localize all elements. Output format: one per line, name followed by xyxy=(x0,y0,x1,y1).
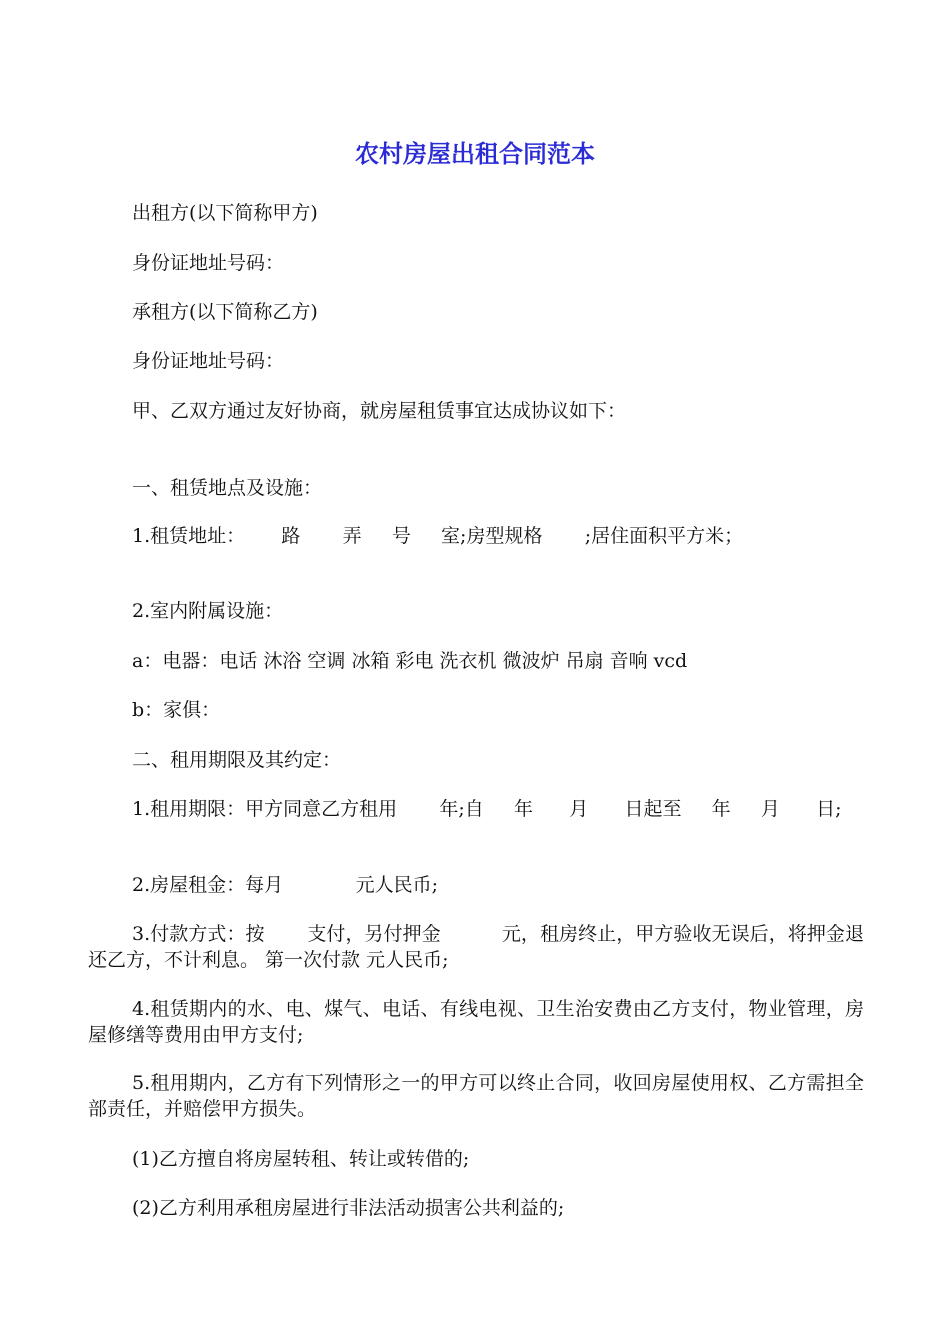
paragraph-furniture xyxy=(88,697,864,723)
paragraph-rent xyxy=(88,872,864,898)
paragraph-illegal-use xyxy=(88,1195,864,1221)
paragraph-rental-term xyxy=(88,796,864,822)
paragraph-text: 2.房屋租金：每月 元人民币; xyxy=(132,874,439,896)
paragraph-agreement xyxy=(88,398,864,424)
paragraph-text: 1.租用期限：甲方同意乙方租用 年;自 年 月 日起至 年 月 日; xyxy=(132,798,842,820)
paragraph-text: b：家俱： xyxy=(132,699,221,721)
paragraph-text: 身份证地址号码： xyxy=(132,252,285,274)
paragraph-text: a：电器：电话 沐浴 空调 冰箱 彩电 洗衣机 微波炉 吊扇 音响 vcd xyxy=(132,650,688,672)
paragraph-payment xyxy=(88,921,864,973)
paragraph-text: 2.室内附属设施： xyxy=(132,600,284,622)
paragraph-sublease xyxy=(88,1146,864,1172)
paragraph-text: (2)乙方利用承租房屋进行非法活动损害公共利益的; xyxy=(132,1197,565,1219)
paragraph-text: 5.租用期内，乙方有下列情形之一的甲方可以终止合同，收回房屋使用权、乙方需担全部责任，并赔偿甲方损失。 xyxy=(88,1072,864,1120)
paragraph-text: 甲、乙双方通过友好协商，就房屋租赁事宜达成协议如下： xyxy=(132,400,627,422)
paragraph-lessor xyxy=(88,200,864,226)
paragraph-text: 一、租赁地点及设施： xyxy=(132,477,323,499)
paragraph-text: 承租方(以下简称乙方) xyxy=(132,301,318,323)
section-heading-term xyxy=(88,747,864,773)
paragraph-text: 身份证地址号码： xyxy=(132,350,285,372)
paragraph-appliances xyxy=(88,648,864,674)
paragraph-text: 二、租用期限及其约定： xyxy=(132,749,342,771)
paragraph-rental-address xyxy=(88,523,864,549)
paragraph-facilities xyxy=(88,598,864,624)
paragraph-lessee-id xyxy=(88,348,864,374)
paragraph-text: 4.租赁期内的水、电、煤气、电话、有线电视、卫生治安费由乙方支付，物业管理，房屋修缮等费用由甲方支付; xyxy=(88,998,864,1046)
paragraph-text: 出租方(以下简称甲方) xyxy=(132,202,318,224)
paragraph-utilities xyxy=(88,996,864,1048)
paragraph-text: 1.租赁地址： 路 弄 号 室;房型规格 ;居住面积平方米； xyxy=(132,525,744,547)
paragraph-text: 3.付款方式：按 支付，另付押金 元，租房终止，甲方验收无误后，将押金退还乙方，不计利息。 第一次付款 元人民币; xyxy=(88,923,864,971)
section-heading-location xyxy=(88,475,864,501)
document-title: 农村房屋出租合同范本 xyxy=(355,140,595,168)
paragraph-lessee xyxy=(88,299,864,325)
paragraph-text: (1)乙方擅自将房屋转租、转让或转借的; xyxy=(132,1148,470,1170)
paragraph-termination xyxy=(88,1070,864,1122)
paragraph-lessor-id xyxy=(88,250,864,276)
